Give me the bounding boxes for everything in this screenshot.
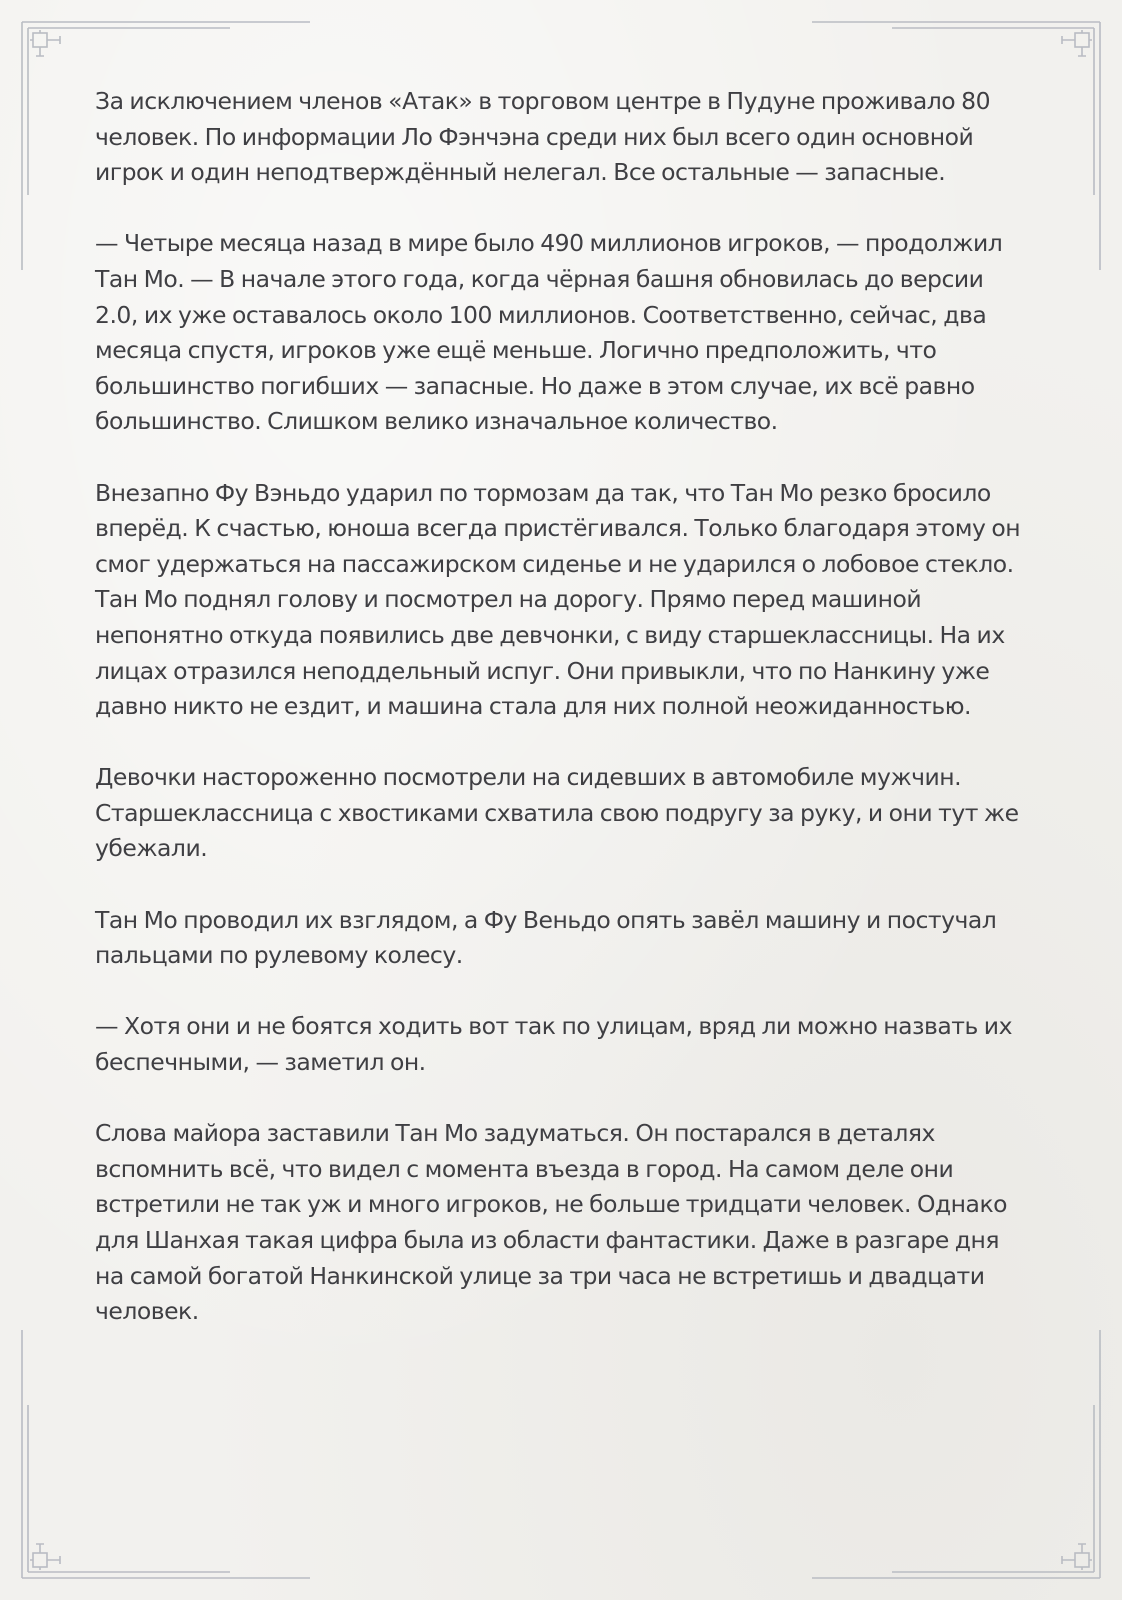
corner-ornament-bottom-left — [22, 1330, 310, 1578]
paragraph-1: За исключением членов «Атак» в торговом центре в Пудуне проживало 80 человек. По информации Ло Фэнчэна среди них был всего один основной игрок и один неподтверждённый нелегал. Все остальные — запасные. — [95, 87, 991, 187]
corner-ornament-bottom-right — [812, 1330, 1100, 1578]
paragraph-2: — Четыре месяца назад в мире было 490 миллионов игроков, — продолжил Тан Мо. — В начале этого года, когда чёрная башня обновилась до версии 2.0, их уже оставалось около 100 миллионов. Соответственно, сейчас, два месяца спустя, игроков уже ещё меньше. Логично предположить, что большинство погибших — запасные. Но даже в этом случае, их всё равно большинство. Слишком велико изначальное количество. — [95, 229, 1003, 436]
paragraph-6: — Хотя они и не боятся ходить вот так по улицам, вряд ли можно назвать их беспечными, — заметил он. — [95, 1012, 1012, 1077]
paragraph-4: Девочки настороженно посмотрели на сидевших в автомобиле мужчин. Старшеклассница с хвостиками схватила свою подругу за руку, и они тут же убежали. — [95, 763, 1019, 863]
paragraph-7: Слова майора заставили Тан Мо задуматься. Он постарался в деталях вспомнить всё, что видел с момента въезда в город. На самом деле они встретили не так уж и много игроков, не больше тридцати человек. Однако для Шанхая такая цифра была из области фантастики. Даже в разгаре дня на самой богатой Нанкинской улице за три часа не встретишь и двадцати человек. — [95, 1119, 1008, 1326]
paragraph-3: Внезапно Фу Вэньдо ударил по тормозам да так, что Тан Мо резко бросило вперёд. К счастью, юноша всегда пристёгивался. Только благодаря этому он смог удержаться на пассажирском сиденье и не ударился о лобовое стекло. Тан Мо поднял голову и посмотрел на дорогу. Прямо перед машиной непонятно откуда появились две девчонки, с виду старшеклассницы. На их лицах отразился неподдельный испуг. Они привыкли, что по Нанкину уже давно никто не ездит, и машина стала для них полной неожиданностью. — [95, 478, 1021, 721]
document-body — [95, 84, 1030, 1365]
paragraph-5: Тан Мо проводил их взглядом, а Фу Веньдо опять завёл машину и постучал пальцами по рулевому колесу. — [95, 905, 997, 970]
